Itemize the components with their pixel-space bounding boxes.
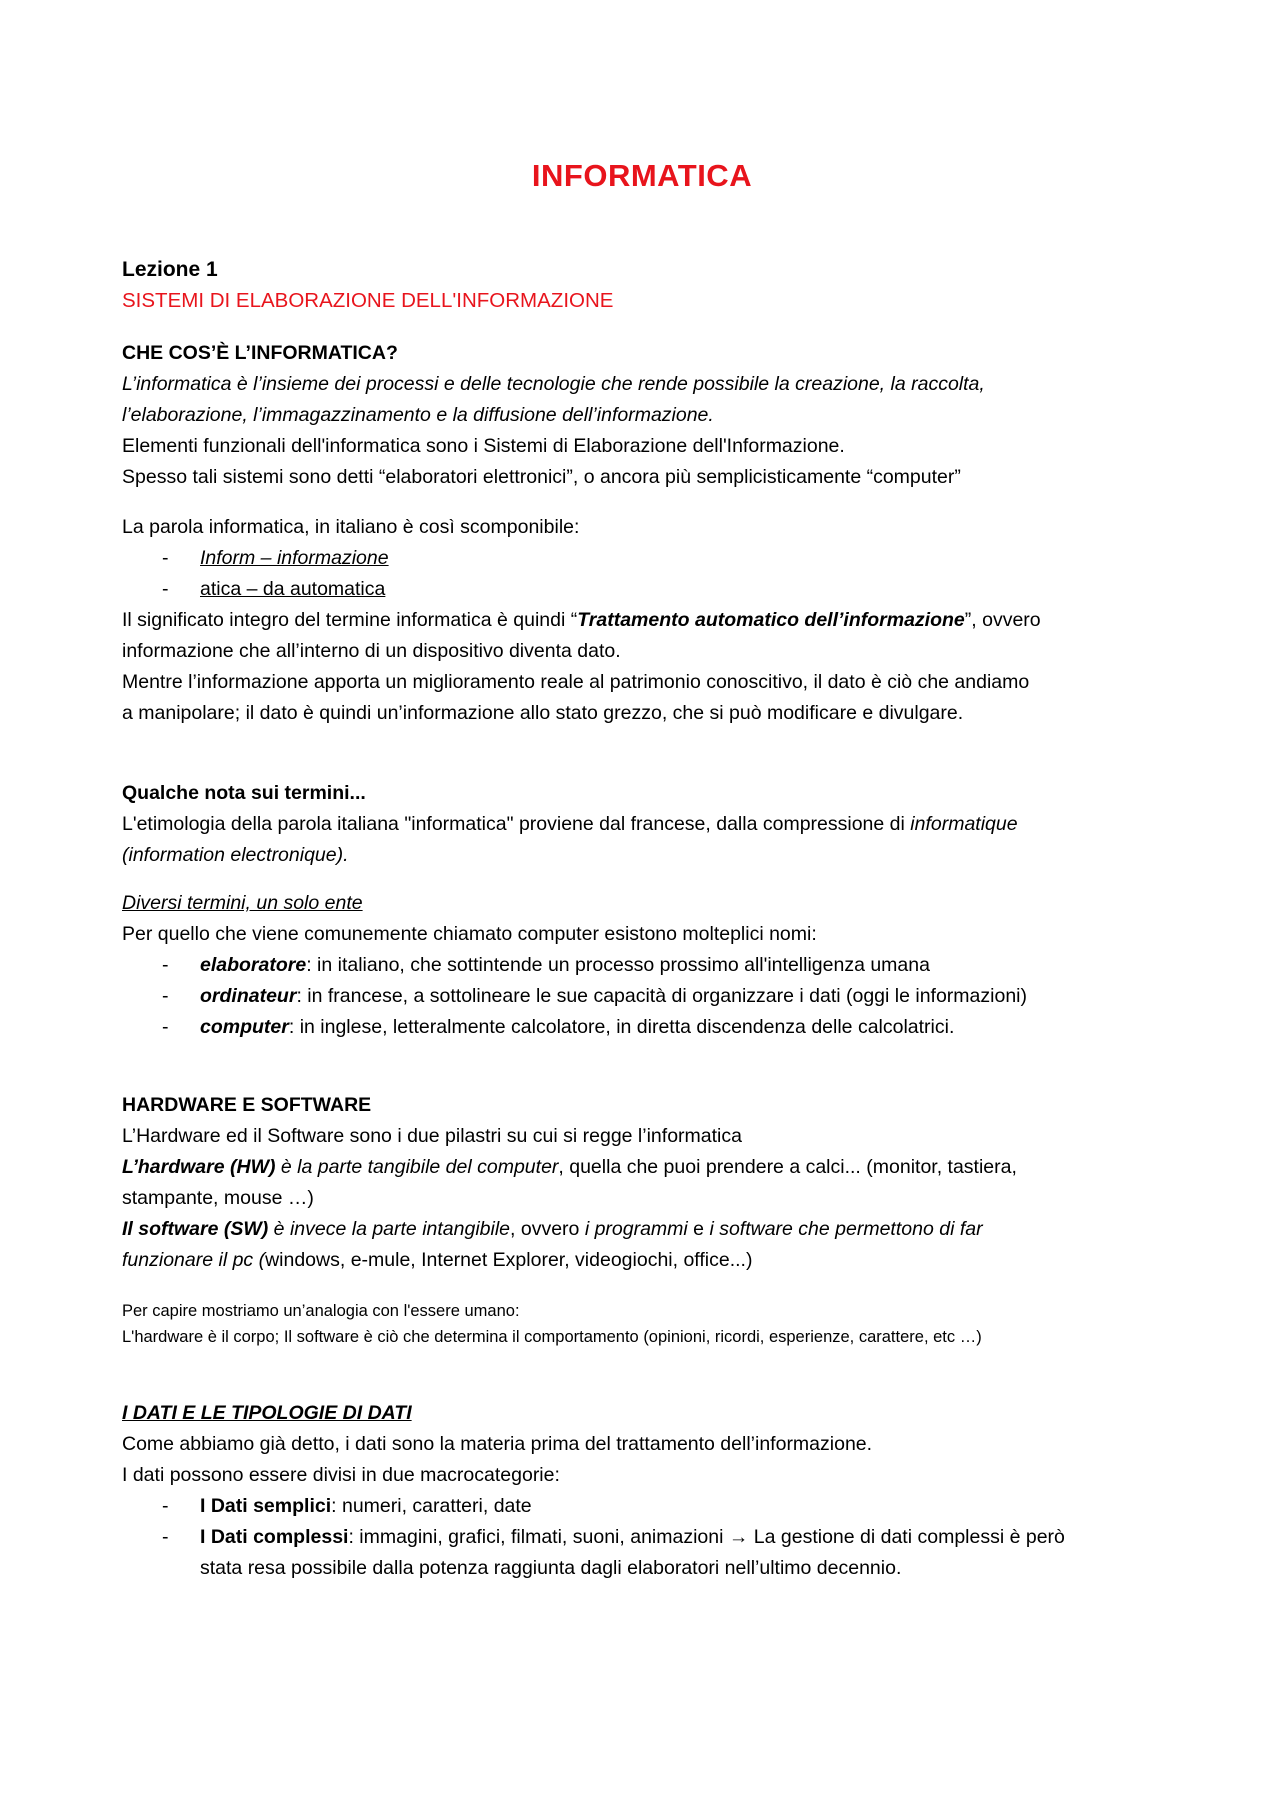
paragraph-line: L’Hardware ed il Software sono i due pilastri su cui si regge l’informatica bbox=[122, 1125, 742, 1147]
data-type-note: La gestione di dati complessi è però bbox=[748, 1526, 1065, 1548]
meaning-line-2: informazione che all’interno di un dispositivo diventa dato. bbox=[122, 640, 621, 662]
section-heading: HARDWARE E SOFTWARE bbox=[122, 1094, 372, 1116]
part-atica: atica – da automatica bbox=[200, 578, 386, 600]
term-description: : in italiano, che sottintende un processo prossimo all'intelligenza umana bbox=[306, 954, 930, 976]
list-item bbox=[122, 574, 1162, 605]
data-type-name: I Dati semplici bbox=[200, 1495, 332, 1517]
software-line-1 bbox=[122, 1214, 1162, 1245]
meaning-emphasis: Trattamento automatico dell’informazione bbox=[577, 609, 965, 631]
decomposition-list bbox=[122, 543, 1162, 605]
term-description: : in francese, a sottolineare le sue capacità di organizzare i dati (oggi le informazioni) bbox=[296, 985, 1027, 1007]
list-item bbox=[122, 950, 1162, 981]
terms-list bbox=[122, 950, 1162, 1043]
arrow-right-icon: → bbox=[728, 1526, 749, 1548]
section-heading: Qualche nota sui termini... bbox=[122, 782, 366, 804]
paragraph-line: I dati possono essere divisi in due macrocategorie: bbox=[122, 1464, 560, 1486]
etymology-line-2: (information electronique). bbox=[122, 844, 349, 866]
software-definition: è invece la parte intangibile bbox=[268, 1218, 511, 1240]
hardware-rest: , quella che puoi prendere a calci... (monitor, tastiera, bbox=[558, 1156, 1017, 1178]
section-terms-note bbox=[122, 778, 1162, 871]
paragraph-line: a manipolare; il dato è quindi un’informazione allo stato grezzo, che si può modificare e divulgare. bbox=[122, 702, 964, 724]
lesson-number: Lezione 1 bbox=[122, 258, 218, 281]
paragraph-line: Come abbiamo già detto, i dati sono la materia prima del trattamento dell’informazione. bbox=[122, 1433, 873, 1455]
meaning-pre: Il significato integro del termine informatica è quindi “ bbox=[122, 609, 578, 631]
hardware-term: L’hardware (HW) bbox=[122, 1156, 276, 1178]
definition-line-2: l’elaborazione, l’immagazzinamento e la diffusione dell’informazione. bbox=[122, 404, 714, 426]
lesson-header bbox=[122, 254, 1162, 316]
meaning-line-1 bbox=[122, 605, 1162, 636]
term-name: computer bbox=[200, 1016, 289, 1038]
hardware-definition: è la parte tangibile del computer bbox=[275, 1156, 559, 1178]
terms-subsection bbox=[122, 888, 1162, 1043]
list-item bbox=[122, 1522, 1162, 1584]
hardware-line-2: stampante, mouse …) bbox=[122, 1187, 314, 1209]
software-function: funzionare il pc ( bbox=[122, 1249, 266, 1271]
data-types-list bbox=[122, 1491, 1162, 1584]
software-enabling: i software che permettono di far bbox=[709, 1218, 983, 1240]
software-programs: i programmi bbox=[584, 1218, 688, 1240]
definition-line-1: L’informatica è l’insieme dei processi e delle tecnologie che rende possibile la creazione, la raccolta, bbox=[122, 373, 985, 395]
list-item bbox=[122, 1491, 1162, 1522]
data-type-description: : immagini, grafici, filmati, suoni, animazioni bbox=[348, 1526, 724, 1548]
lesson-subtitle: SISTEMI DI ELABORAZIONE DELL'INFORMAZIONE bbox=[122, 289, 614, 312]
section-data-types bbox=[122, 1398, 1162, 1584]
analogy-note bbox=[122, 1298, 1162, 1350]
analogy-line-1: Per capire mostriamo un’analogia con l'essere umano: bbox=[122, 1302, 520, 1320]
software-connector: e bbox=[687, 1218, 710, 1240]
part-inform: Inform – informazione bbox=[200, 547, 389, 569]
data-type-description: : numeri, caratteri, date bbox=[331, 1495, 532, 1517]
term-name: elaboratore bbox=[200, 954, 307, 976]
term-description: : in inglese, letteralmente calcolatore, in diretta discendenza delle calcolatrici. bbox=[288, 1016, 955, 1038]
analogy-line-2: L'hardware è il corpo; Il software è ciò che determina il comportamento (opinioni, ricordi, esperienze, carattere, etc …) bbox=[122, 1328, 982, 1346]
term-name: ordinateur bbox=[200, 985, 297, 1007]
list-item bbox=[122, 981, 1162, 1012]
paragraph-line: Elementi funzionali dell'informatica sono i Sistemi di Elaborazione dell'Informazione. bbox=[122, 435, 845, 457]
section-heading: CHE COS’È L’INFORMATICA? bbox=[122, 342, 398, 364]
list-item bbox=[122, 543, 1162, 574]
data-type-note-continued: stata resa possibile dalla potenza raggiunta dagli elaboratori nell’ultimo decennio. bbox=[200, 1557, 902, 1579]
decomposition-intro: La parola informatica, in italiano è così scomponibile: bbox=[122, 516, 580, 538]
list-item bbox=[122, 1012, 1162, 1043]
subsection-heading: Diversi termini, un solo ente bbox=[122, 892, 363, 914]
etymology-text: L'etimologia della parola italiana "informatica" proviene dal francese, dalla compressione di bbox=[122, 813, 911, 835]
section-hardware-software bbox=[122, 1090, 1162, 1276]
paragraph-line: Mentre l’informazione apporta un miglioramento reale al patrimonio conoscitivo, il dato è ciò che andiamo bbox=[122, 671, 1030, 693]
terms-intro: Per quello che viene comunemente chiamato computer esistono molteplici nomi: bbox=[122, 923, 817, 945]
etymology-italic: informatique bbox=[910, 813, 1018, 835]
software-term: Il software (SW) bbox=[122, 1218, 269, 1240]
section-heading: I DATI E LE TIPOLOGIE DI DATI bbox=[122, 1402, 412, 1424]
word-decomposition bbox=[122, 512, 1162, 729]
software-line-2 bbox=[122, 1245, 1162, 1276]
software-examples: windows, e-mule, Internet Explorer, videogiochi, office...) bbox=[265, 1249, 753, 1271]
etymology-line-1 bbox=[122, 809, 1162, 840]
data-type-name: I Dati complessi bbox=[200, 1526, 349, 1548]
section-what-is-informatics bbox=[122, 338, 1162, 493]
page-title: INFORMATICA bbox=[531, 158, 753, 193]
paragraph-line: Spesso tali sistemi sono detti “elaboratori elettronici”, o ancora più semplicisticamente “computer” bbox=[122, 466, 961, 488]
hardware-line-1 bbox=[122, 1152, 1162, 1183]
software-connector: , ovvero bbox=[510, 1218, 585, 1240]
meaning-post: ”, ovvero bbox=[964, 609, 1041, 631]
